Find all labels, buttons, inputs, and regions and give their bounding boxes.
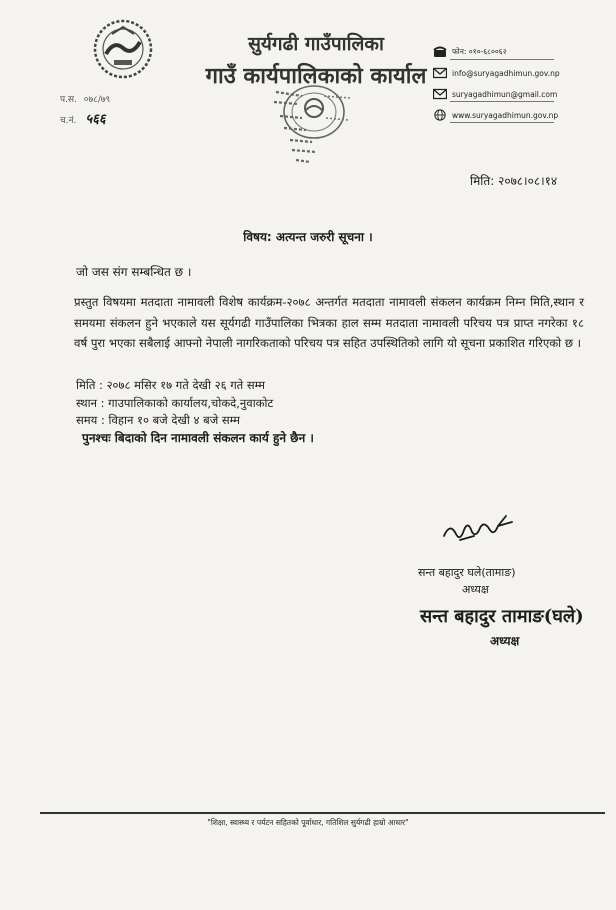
detail-time: समय : विहान १० बजे देखी ४ बजे सम्म (76, 413, 240, 427)
contact-email-info-text[interactable]: info@suryagadhimun.gov.np (452, 68, 560, 78)
footer-motto: "शिक्षा, स्वास्थ्य र पर्यटन सहितको पूर्वाधार, गतिशिल सुर्यगढी हाम्रो आधार" (207, 818, 409, 827)
signatory-stamp-name: सन्त बहादुर तामाङ(घले) (420, 606, 584, 627)
detail-place: स्थान : गाउपालिकाको कार्यालय,चोकदे,नुवाकोट (76, 396, 274, 410)
salutation: जो जस संग सम्बन्धित छ । (76, 265, 192, 279)
office-stamp-icon (262, 78, 362, 170)
email-icon (433, 88, 447, 100)
reference-ps-label: प.स. (60, 95, 77, 105)
signature-icon (440, 508, 518, 548)
contact-email-info (433, 63, 613, 83)
signatory-stamp-title: अध्यक्ष (490, 634, 520, 648)
municipality-name: सुर्यगढी गाउँपालिका (248, 33, 384, 55)
contact-list (433, 42, 613, 126)
footer-divider (40, 812, 605, 814)
postscript: पुनश्चः बिदाको दिन नामावली संकलन कार्य हुने छैन । (82, 431, 314, 445)
email-icon (433, 67, 447, 79)
reference-ps (60, 92, 110, 105)
signatory-title: अध्यक्ष (462, 583, 489, 596)
reference-cn-label: च.नं. (60, 116, 77, 126)
reference-ps-value: ०७८/७९ (83, 95, 111, 105)
divider (450, 122, 554, 123)
phone-icon (433, 46, 447, 58)
subject-line: विषय: अत्यन्त जरुरी सूचना । (243, 230, 373, 244)
nepal-emblem-icon (92, 18, 154, 80)
reference-cn-value: ५६६ (85, 112, 106, 127)
letter-date: मिति: २०७८।०८।१४ (470, 174, 558, 188)
divider (450, 101, 554, 102)
divider (450, 59, 554, 60)
contact-phone-text: फोन: ०१०-६८००६२ (452, 47, 507, 56)
detail-date: मिति : २०७८ मसिर १७ गते देखी २६ गते सम्म (76, 378, 265, 392)
contact-website-text[interactable]: www.suryagadhimun.gov.np (452, 110, 559, 120)
contact-email-gmail-text[interactable]: suryagadhimun@gmail.com (452, 89, 558, 99)
office-name: गाउँ कार्यपालिकाको कार्याल (205, 64, 427, 89)
signatory-name: सन्त बहादुर घले(तामाङ) (418, 566, 516, 579)
globe-icon (433, 109, 447, 121)
reference-cn (60, 109, 106, 127)
body-paragraph: प्रस्तुत विषयमा मतदाता नामावली विशेष कार्यक्रम-२०७८ अन्तर्गत मतदाता नामावली संकलन कार्यक्रम निम्न मिति,स्थान र समयमा संकलन हुने भएकाले यस सूर्यगढी गाउँपालिका भित्रका हाल सम्म मतदाता नामावली परिचय पत्र प्राप्त नगरेका १८ वर्ष पुरा भएका सबैलाई आफ्नो नेपाली नागरिकताको परिचय पत्र सहित उपस्थितिको लागि यो सूचना प्रकाशित गरिएको छ । (74, 295, 584, 350)
